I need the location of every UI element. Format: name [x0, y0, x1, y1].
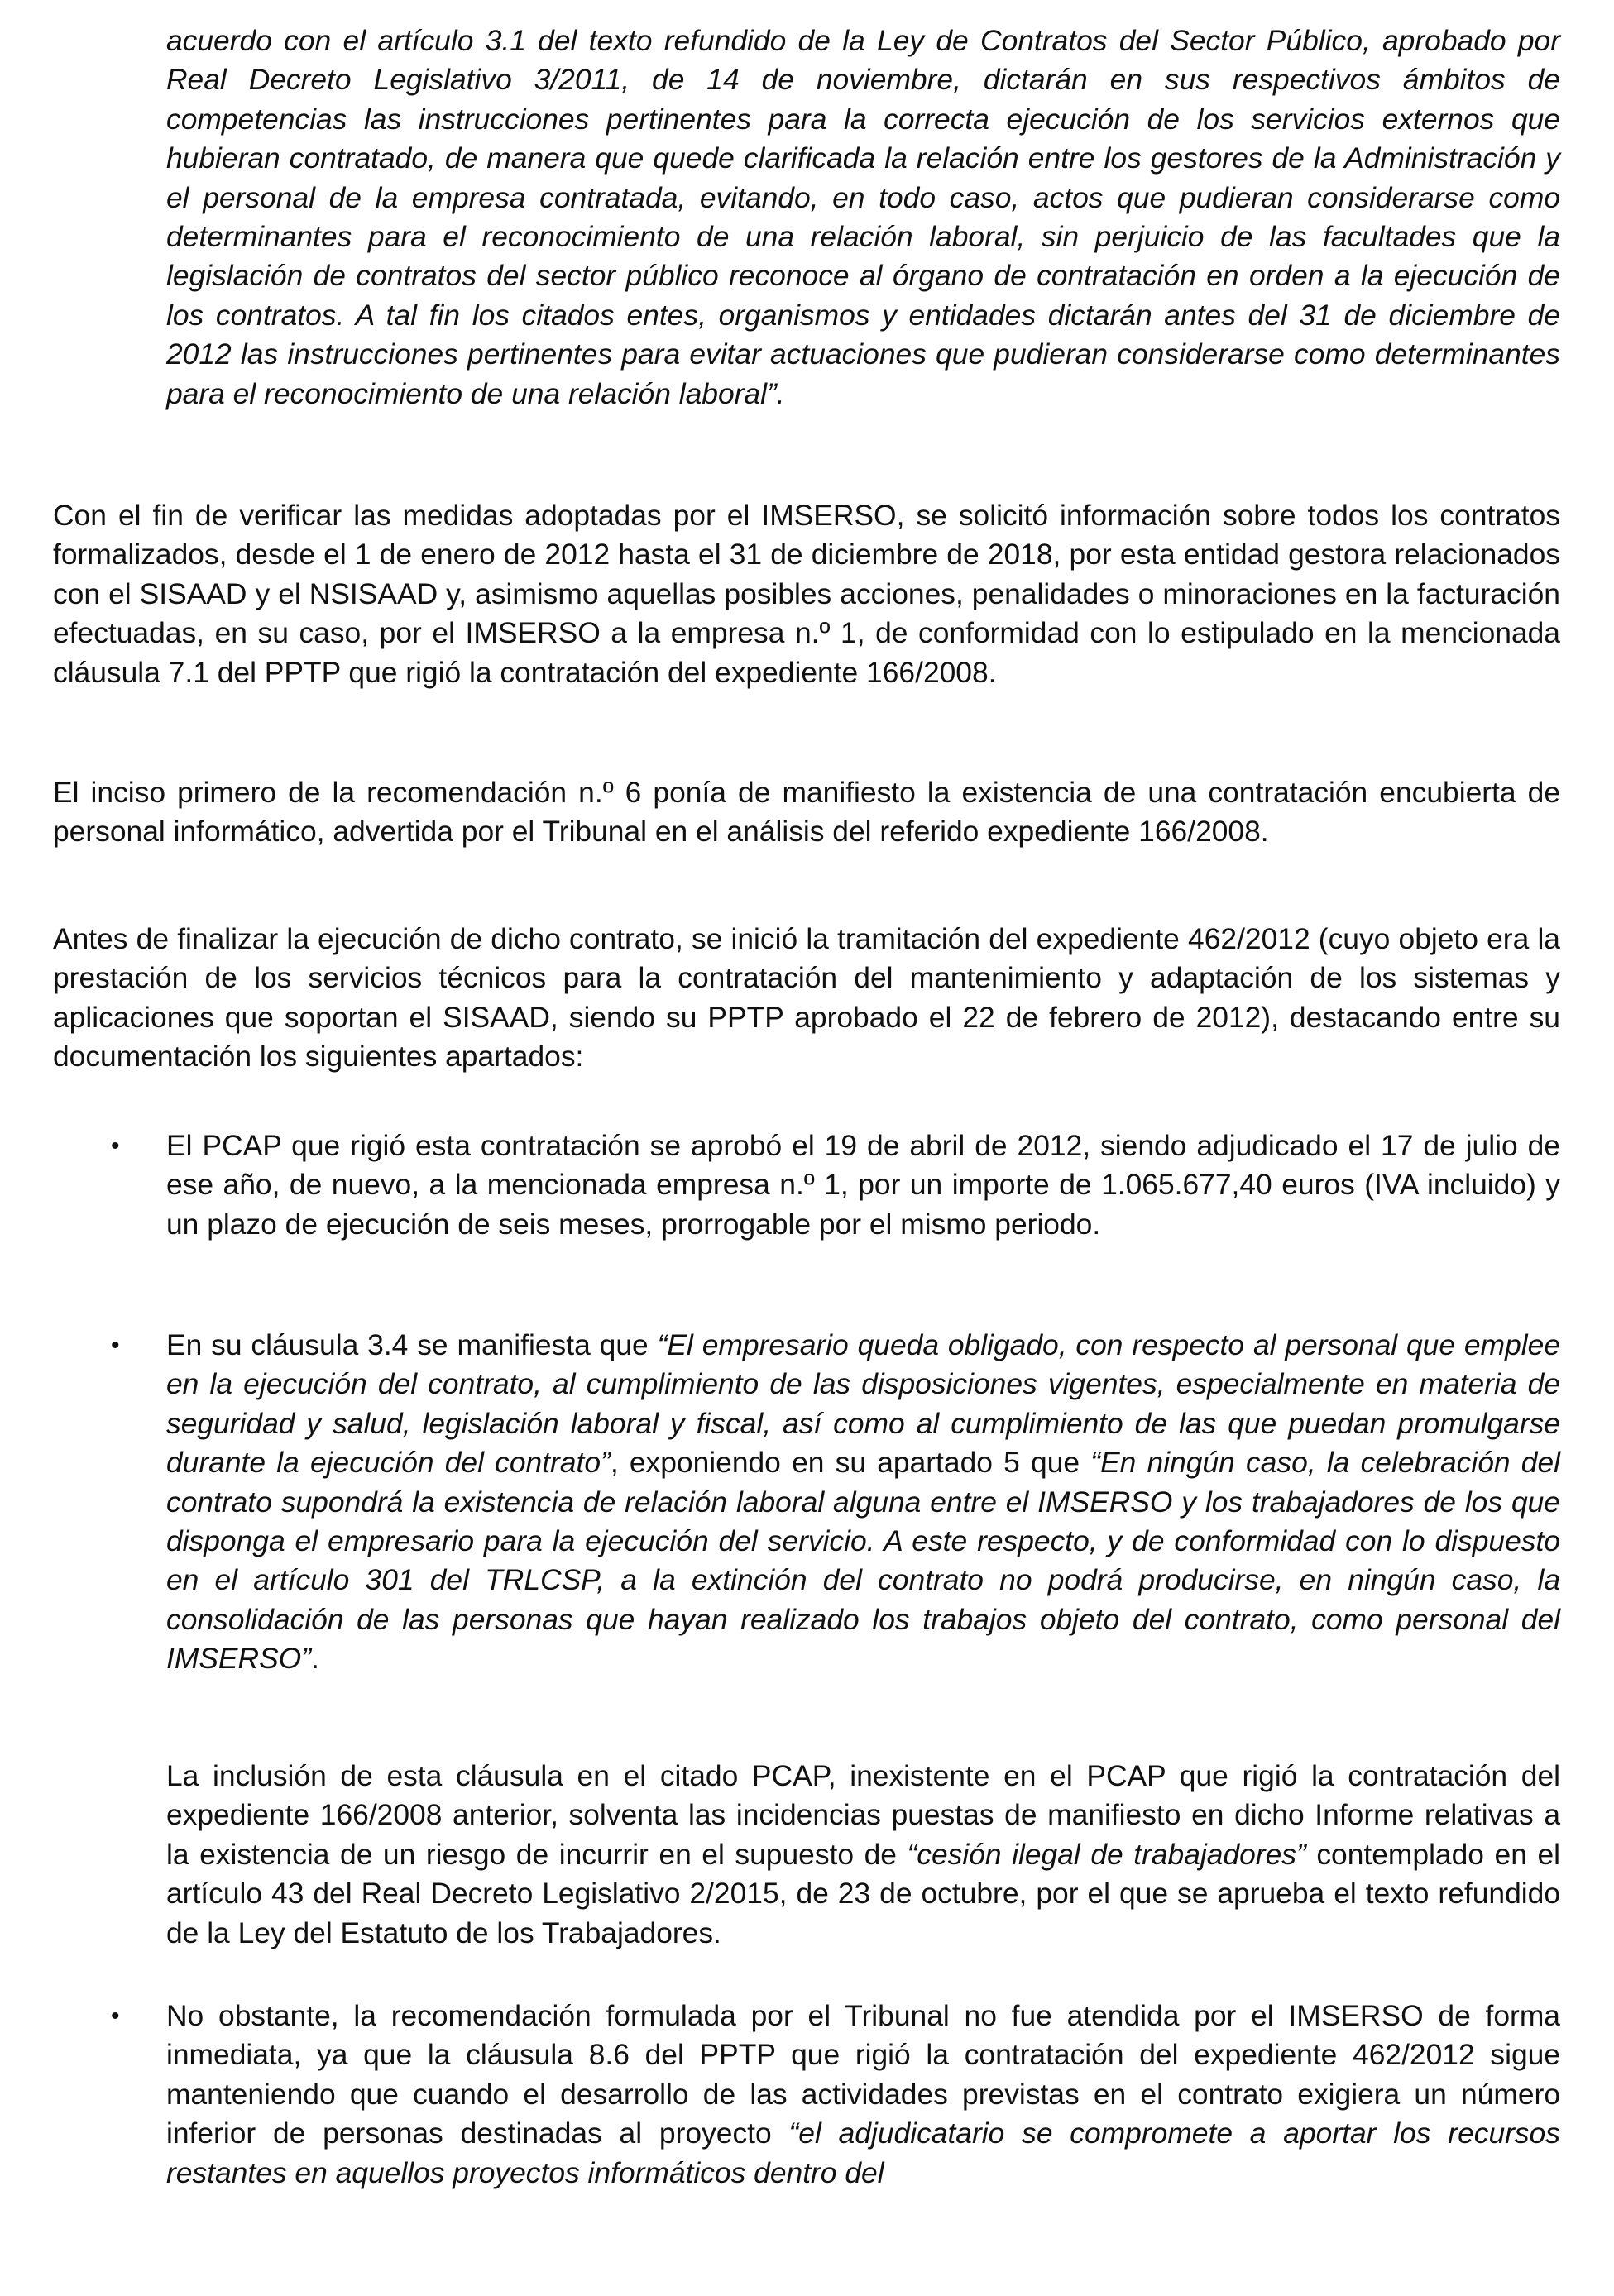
item-quote: “el adjudicatario se compromete a aportar los recursos restantes en aquellos proyectos informáticos dentro del [166, 2117, 1561, 2189]
item-quote: “El empresario queda obligado, con respecto al personal que emplee en la ejecución del contrato, al cumplimiento de las disposiciones vigentes, especialmente en materia de seguridad y salud, legislación laboral y fiscal, así como al cumplimiento de las que puedan promulgarse durante la ejecución del contrato” [166, 1328, 1560, 1480]
item-text: contemplado en el artículo 43 del Real Decreto Legislativo 2/2015, de 23 de octubre, por el que se aprueba el texto refundido de la Ley del Estatuto de los Trabajadores. [166, 1837, 1560, 1949]
item-text: , exponiendo en su apartado 5 que [610, 1446, 1091, 1480]
item-text: No obstante, la recomendación formulada por el Tribunal no fue atendida por el IMSERSO de forma inmediata, ya que la cláusula 8.6 del PPTP que rigió la contratación del expediente 462/2012 sigue manteniendo que cuando el desarrollo de las actividades previstas en el contrato exigiera un número inferior de personas destinadas al proyecto [166, 1999, 1560, 2150]
quoted-regulation-text: acuerdo con el artículo 3.1 del texto refundido de la Ley de Contratos del Sector Público, aprobado por Real Decreto Legislativo 3/2011, de 14 de noviembre, dictarán en sus respectivos ámbitos de competencias las instrucciones pertinentes para la correcta ejecución de los servicios externos que hubieran contratado, de manera que quede clarificada la relación entre los gestores de la Administración y el personal de la empresa contratada, evitando, en todo caso, actos que pudieran considerarse como determinantes para el reconocimiento de una relación laboral, sin perjuicio de las facultades que la legislación de contratos del sector público reconoce al órgano de contratación en orden a la ejecución de los contratos. A tal fin los citados entes, organismos y entidades dictarán antes del 31 de diciembre de 2012 las instrucciones pertinentes para evitar actuaciones que pudieran considerarse como determinantes para el reconocimiento de una relación laboral”. [166, 24, 1560, 410]
list-item-pcap-approval: El PCAP que rigió esta contratación se aprobó el 19 de abril de 2012, siendo adjudicado el 17 de julio de ese año, de nuevo, a la mencionada empresa n.º 1, por un importe de 1.065.677,40 euros (IVA incluido) y un plazo de ejecución de seis meses, prorrogable por el mismo periodo. [166, 1129, 1560, 1241]
paragraph-expediente-462-2012: Antes de finalizar la ejecución de dicho contrato, se inició la tramitación del expediente 462/2012 (cuyo objeto era la prestación de los servicios técnicos para la contratación del mantenimiento y adaptación de los sistemas y aplicaciones que soportan el SISAAD, siendo su PPTP aprobado el 22 de febrero de 2012), destacando entre su documentación los siguientes apartados: [53, 922, 1560, 1074]
list-item-clause-8-6 [166, 1997, 1560, 2193]
list-item-continuation-paragraph [166, 1757, 1560, 1953]
list-item-clause-3-4 [166, 1326, 1560, 1679]
item-quote: “En ningún caso, la celebración del contrato supondrá la existencia de relación laboral alguna entre el IMSERSO y los trabajadores de los que disponga el empresario para la ejecución del servicio. A este respecto, y de conformidad con lo dispuesto en el artículo 301 del TRLCSP, a la extinción del contrato no podrá producirse, en ningún caso, la consolidación de las personas que hayan realizado los trabajos objeto del contrato, como personal del IMSERSO” [166, 1446, 1561, 1676]
bullet-marker: • [111, 2002, 120, 2030]
paragraph-verification-measures: Con el fin de verificar las medidas adoptadas por el IMSERSO, se solicitó información sobre todos los contratos formalizados, desde el 1 de enero de 2012 hasta el 31 de diciembre de 2018, por esta entidad gestora relacionados con el SISAAD y el NSISAAD y, asimismo aquellas posibles acciones, penalidades o minoraciones en la facturación efectuadas, en su caso, por el IMSERSO a la empresa n.º 1, de conformidad con lo estipulado en la mencionada cláusula 7.1 del PPTP que rigió la contratación del expediente 166/2008. [53, 499, 1560, 689]
item-text: La inclusión de esta cláusula en el citado PCAP, inexistente en el PCAP que rigió la contratación del expediente 166/2008 anterior, solventa las incidencias puestas de manifiesto en dicho Informe relativas a la existencia de un riesgo de incurrir en el supuesto de [166, 1759, 1560, 1871]
paragraph-recommendation-6: El inciso primero de la recomendación n.º 6 ponía de manifiesto la existencia de una contratación encubierta de personal informático, advertida por el Tribunal en el análisis del referido expediente 166/2008. [53, 776, 1560, 849]
item-text: En su cláusula 3.4 se manifiesta que [166, 1328, 658, 1361]
item-quote: “cesión ilegal de trabajadores” [907, 1837, 1306, 1871]
item-text: . [311, 1642, 319, 1676]
bullet-marker: • [111, 1132, 120, 1160]
bullet-marker: • [111, 1332, 120, 1359]
